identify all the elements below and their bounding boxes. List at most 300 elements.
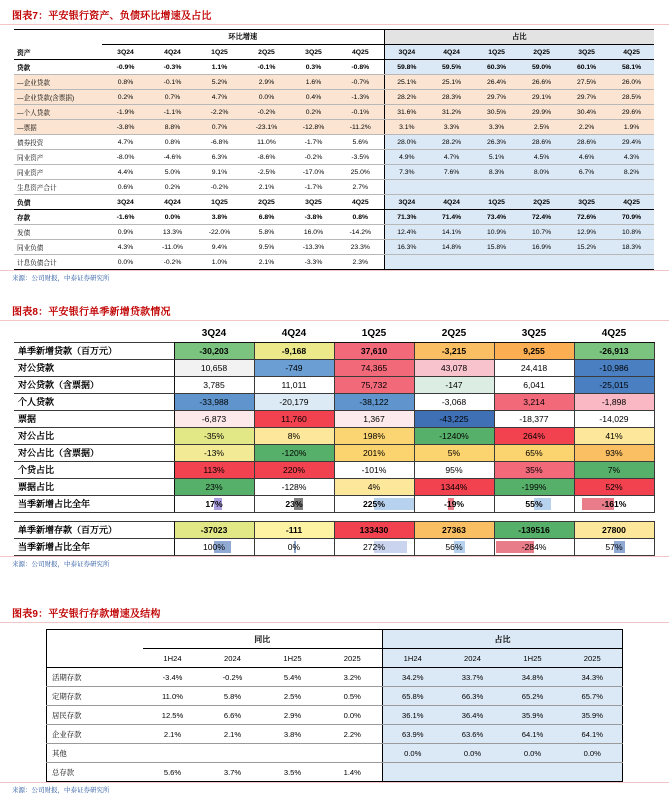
table-row (14, 444, 654, 461)
cell-growth: 5.2% (196, 75, 243, 90)
col-header-share-1H24: 1H24 (383, 649, 443, 668)
cell-share: 26.0% (609, 75, 654, 90)
cell-yoy: 6.6% (203, 706, 263, 725)
cell-share: 0.0% (503, 744, 563, 763)
group-header-growth: 环比增速 (102, 30, 384, 45)
figure-8-table (14, 325, 655, 556)
cell-growth: 0.9% (102, 225, 149, 240)
col-header-growth-3Q25: 3Q25 (290, 195, 337, 210)
figure-9-table (46, 629, 623, 782)
cell-share: 8.3% (474, 165, 519, 180)
cell-growth: 5.8% (243, 225, 290, 240)
cell-share: 64.1% (503, 725, 563, 744)
cell-share: 29.7% (474, 90, 519, 105)
table-header-group-row (14, 30, 654, 45)
cell-share: 65.2% (503, 687, 563, 706)
cell-growth: -11.0% (149, 240, 196, 255)
cell-growth: 2.9% (243, 75, 290, 90)
cell-growth: 9.4% (196, 240, 243, 255)
cell-share: 26.3% (474, 135, 519, 150)
cell-share (383, 763, 443, 782)
spacer-cell (334, 512, 414, 521)
cell-share: 59.8% (384, 60, 429, 75)
table-row (47, 725, 623, 744)
row-label: 同业负债 (14, 240, 102, 255)
cell-yoy: 0.5% (323, 687, 383, 706)
row-label: 个人贷款 (14, 393, 174, 410)
cell-share: 4.6% (564, 150, 609, 165)
cell-share: 0.0% (383, 744, 443, 763)
cell-deposit: 27800 (574, 521, 654, 538)
cell-growth: 23.3% (337, 240, 384, 255)
cell-share: 29.1% (519, 90, 564, 105)
cell-loan: -199% (494, 478, 574, 495)
cell-share: 0.0% (563, 744, 623, 763)
cell-growth: -14.2% (337, 225, 384, 240)
col-header-1Q25: 1Q25 (334, 325, 414, 342)
col-header-share-1Q25: 1Q25 (474, 195, 519, 210)
cell-share (474, 180, 519, 195)
corner-cell (47, 649, 143, 668)
cell-growth: -0.7% (337, 75, 384, 90)
col-header-share-4Q24: 4Q24 (429, 195, 474, 210)
cell-growth: -22.0% (196, 225, 243, 240)
table-row (47, 744, 623, 763)
cell-loan: 93% (574, 444, 654, 461)
group-header-share: 占比 (384, 30, 654, 45)
cell-growth: 4.7% (196, 90, 243, 105)
row-label: 贷款 (14, 60, 102, 75)
cell-growth: -8.0% (102, 150, 149, 165)
cell-yoy: 2.5% (263, 687, 323, 706)
col-header-growth-1Q25: 1Q25 (196, 195, 243, 210)
spacer-cell (174, 512, 254, 521)
col-header-growth-3Q24: 3Q24 (102, 195, 149, 210)
cell-loan: 3,214 (494, 393, 574, 410)
cell-loan: 7% (574, 461, 654, 478)
cell-growth: 1.1% (196, 60, 243, 75)
cell-loan: -9,168 (254, 342, 334, 359)
col-header-growth-4Q25: 4Q25 (337, 195, 384, 210)
cell-growth: 5.6% (337, 135, 384, 150)
row-label: 定期存款 (47, 687, 143, 706)
cell-share: 65.8% (383, 687, 443, 706)
cell-loan: 6,041 (494, 376, 574, 393)
cell-share: 33.7% (443, 668, 503, 687)
cell-growth: -1.9% (102, 105, 149, 120)
cell-growth: -3.8% (290, 210, 337, 225)
cell-share: 72.4% (519, 210, 564, 225)
spacer-cell (14, 512, 174, 521)
row-label: 企业存款 (47, 725, 143, 744)
cell-growth: 2.1% (243, 255, 290, 270)
cell-growth: 0.0% (102, 255, 149, 270)
cell-yoy: 5.6% (143, 763, 203, 782)
cell-deposit: 100% (174, 538, 254, 555)
cell-share: 29.4% (609, 135, 654, 150)
cell-share: 25.1% (384, 75, 429, 90)
cell-share: 36.1% (383, 706, 443, 725)
col-header-yoy-2024: 2024 (203, 649, 263, 668)
row-label: 同业资产 (14, 165, 102, 180)
row-label: —个人贷款 (14, 105, 102, 120)
row-label: 对公贷款（含票据） (14, 376, 174, 393)
cell-deposit: 57% (574, 538, 654, 555)
cell-growth: 1.0% (196, 255, 243, 270)
col-header-share-3Q25: 3Q25 (564, 45, 609, 60)
cell-deposit: -284% (494, 538, 574, 555)
cell-share: 65.7% (563, 687, 623, 706)
col-header-share-3Q24: 3Q24 (384, 45, 429, 60)
cell-share: 30.4% (564, 105, 609, 120)
cell-growth: -0.8% (337, 60, 384, 75)
cell-growth: 2.1% (243, 180, 290, 195)
cell-share: 12.4% (384, 225, 429, 240)
figure-7-table (14, 29, 654, 270)
col-header-growth-1Q25: 1Q25 (196, 45, 243, 60)
row-label-assets: 资产 (14, 45, 102, 60)
figure-7-title: 图表7：平安银行资产、负债环比增速及占比 (0, 6, 669, 25)
row-label: 对公贷款 (14, 359, 174, 376)
cell-yoy: 2.2% (323, 725, 383, 744)
cell-growth: 11.0% (243, 135, 290, 150)
cell-growth: -3.8% (102, 120, 149, 135)
cell-share: 27.5% (564, 75, 609, 90)
spacer-row (14, 512, 654, 521)
cell-deposit: 56% (414, 538, 494, 555)
cell-loan: 41% (574, 427, 654, 444)
table-row (14, 165, 654, 180)
cell-deposit: -37023 (174, 521, 254, 538)
row-label: 存款 (14, 210, 102, 225)
cell-share (519, 180, 564, 195)
row-label: 当季新增占比全年 (14, 495, 174, 512)
cell-loan: -128% (254, 478, 334, 495)
col-header-2Q25: 2Q25 (414, 325, 494, 342)
cell-growth: -2.5% (243, 165, 290, 180)
table-row (47, 763, 623, 782)
cell-share: 28.3% (429, 90, 474, 105)
cell-growth: -23.1% (243, 120, 290, 135)
cell-loan: -3,215 (414, 342, 494, 359)
cell-loan: 8% (254, 427, 334, 444)
col-header-share-3Q25: 3Q25 (564, 195, 609, 210)
cell-loan: -147 (414, 376, 494, 393)
row-label: —票据 (14, 120, 102, 135)
cell-share: 66.3% (443, 687, 503, 706)
cell-yoy (203, 744, 263, 763)
col-header-growth-2Q25: 2Q25 (243, 195, 290, 210)
cell-loan: -33,988 (174, 393, 254, 410)
cell-growth: -12.8% (290, 120, 337, 135)
row-label: 票据占比 (14, 478, 174, 495)
cell-share: 4.5% (519, 150, 564, 165)
cell-growth: 2.7% (337, 180, 384, 195)
cell-loan: 113% (174, 461, 254, 478)
col-header-3Q24: 3Q24 (174, 325, 254, 342)
cell-growth: -0.2% (290, 150, 337, 165)
cell-share: 31.6% (384, 105, 429, 120)
col-header-growth-2Q25: 2Q25 (243, 45, 290, 60)
cell-loan: -101% (334, 461, 414, 478)
cell-share (519, 255, 564, 270)
cell-deposit: 272% (334, 538, 414, 555)
cell-share (474, 255, 519, 270)
cell-share: 29.9% (519, 105, 564, 120)
cell-growth: 0.3% (290, 60, 337, 75)
row-label: 活期存款 (47, 668, 143, 687)
cell-loan: 1,367 (334, 410, 414, 427)
row-label: 同业资产 (14, 150, 102, 165)
row-label: 生息资产合计 (14, 180, 102, 195)
table-row (14, 342, 654, 359)
cell-loan: 74,365 (334, 359, 414, 376)
cell-share: 5.1% (474, 150, 519, 165)
cell-deposit: -139516 (494, 521, 574, 538)
cell-growth: -4.6% (149, 150, 196, 165)
cell-loan: 5% (414, 444, 494, 461)
cell-loan: 24,418 (494, 359, 574, 376)
cell-growth: -13.3% (290, 240, 337, 255)
cell-yoy: 3.2% (323, 668, 383, 687)
cell-share: 26.4% (474, 75, 519, 90)
row-label: 单季新增存款（百万元） (14, 521, 174, 538)
spacer-cell (574, 512, 654, 521)
cell-share: 10.8% (609, 225, 654, 240)
cell-deposit: -111 (254, 521, 334, 538)
cell-loan: 37,610 (334, 342, 414, 359)
cell-loan: 65% (494, 444, 574, 461)
cell-growth: -0.9% (102, 60, 149, 75)
cell-loan: 11,011 (254, 376, 334, 393)
cell-share: 4.9% (384, 150, 429, 165)
cell-yoy: -0.2% (203, 668, 263, 687)
cell-growth: 0.7% (196, 120, 243, 135)
cell-yoy: 3.7% (203, 763, 263, 782)
cell-share: 34.2% (383, 668, 443, 687)
cell-share: 26.6% (519, 75, 564, 90)
cell-growth: 1.6% (290, 75, 337, 90)
figure-9-title: 图表9：平安银行存款增速及结构 (0, 604, 669, 623)
cell-loan: -120% (254, 444, 334, 461)
col-header-yoy-2025: 2025 (323, 649, 383, 668)
row-label: 计息负债合计 (14, 255, 102, 270)
col-header-share-4Q25: 4Q25 (609, 45, 654, 60)
table-row (47, 668, 623, 687)
cell-loan: -749 (254, 359, 334, 376)
table-row (14, 75, 654, 90)
table-row (14, 120, 654, 135)
cell-growth: 0.7% (149, 90, 196, 105)
cell-loan: -1,898 (574, 393, 654, 410)
cell-share: 8.2% (609, 165, 654, 180)
row-label: 对公占比（含票据） (14, 444, 174, 461)
cell-share: 18.3% (609, 240, 654, 255)
cell-share: 29.7% (564, 90, 609, 105)
cell-share: 16.9% (519, 240, 564, 255)
col-header-growth-4Q24: 4Q24 (149, 195, 196, 210)
cell-yoy: 3.5% (263, 763, 323, 782)
figure-8-title: 图表8：平安银行单季新增贷款情况 (0, 302, 669, 321)
col-header-share-2024: 2024 (443, 649, 503, 668)
cell-loan: 10,658 (174, 359, 254, 376)
cell-growth: -17.0% (290, 165, 337, 180)
row-label: 对公占比 (14, 427, 174, 444)
cell-growth: -2.2% (196, 105, 243, 120)
spacer-cell (254, 512, 334, 521)
cell-share: 34.3% (563, 668, 623, 687)
cell-growth: 0.0% (149, 210, 196, 225)
cell-yoy: 0.0% (323, 706, 383, 725)
cell-growth: 4.3% (102, 240, 149, 255)
cell-share (429, 180, 474, 195)
cell-yoy: 5.4% (263, 668, 323, 687)
col-header-growth-4Q25: 4Q25 (337, 45, 384, 60)
row-label: 票据 (14, 410, 174, 427)
col-header-share-4Q25: 4Q25 (609, 195, 654, 210)
cell-growth: 8.8% (149, 120, 196, 135)
cell-growth: 3.8% (196, 210, 243, 225)
cell-loan: -13% (174, 444, 254, 461)
cell-loan: -25,015 (574, 376, 654, 393)
cell-growth: -8.6% (243, 150, 290, 165)
cell-share (429, 255, 474, 270)
cell-share: 6.7% (564, 165, 609, 180)
table-row (47, 687, 623, 706)
cell-share: 73.4% (474, 210, 519, 225)
cell-growth: 0.0% (243, 90, 290, 105)
table-period-header-row (14, 195, 654, 210)
table-row (14, 359, 654, 376)
cell-share: 4.3% (609, 150, 654, 165)
cell-share (384, 255, 429, 270)
cell-share (384, 180, 429, 195)
cell-deposit: 27363 (414, 521, 494, 538)
cell-yoy: 2.1% (203, 725, 263, 744)
cell-share: 2.5% (519, 120, 564, 135)
cell-yoy (143, 744, 203, 763)
cell-growth: -0.2% (149, 255, 196, 270)
col-header-share-2025: 2025 (563, 649, 623, 668)
cell-yoy: 1.4% (323, 763, 383, 782)
table-row (14, 135, 654, 150)
cell-growth: 9.5% (243, 240, 290, 255)
cell-yoy: 12.5% (143, 706, 203, 725)
cell-growth: -0.3% (149, 60, 196, 75)
cell-share: 35.9% (563, 706, 623, 725)
cell-growth: -0.2% (243, 105, 290, 120)
cell-growth: 0.2% (290, 105, 337, 120)
cell-loan: 225% (334, 495, 414, 512)
cell-share: 28.2% (384, 90, 429, 105)
cell-share: 58.1% (609, 60, 654, 75)
cell-share: 29.6% (609, 105, 654, 120)
cell-share: 3.3% (429, 120, 474, 135)
cell-share: 3.1% (384, 120, 429, 135)
figure-9-source: 来源：公司财报，中泰证券研究所 (0, 782, 669, 794)
row-label: 其他 (47, 744, 143, 763)
cell-loan: 3,785 (174, 376, 254, 393)
group-header-yoy: 同比 (143, 630, 383, 649)
cell-share: 71.3% (384, 210, 429, 225)
cell-share: 36.4% (443, 706, 503, 725)
cell-yoy: 2.1% (143, 725, 203, 744)
cell-yoy (263, 744, 323, 763)
cell-share: 1.9% (609, 120, 654, 135)
cell-growth: 0.6% (102, 180, 149, 195)
cell-loan: 55% (494, 495, 574, 512)
cell-loan: 220% (254, 461, 334, 478)
col-header-share-2Q25: 2Q25 (519, 195, 564, 210)
cell-growth: 0.8% (102, 75, 149, 90)
cell-growth: -1.7% (290, 180, 337, 195)
cell-growth: 0.8% (149, 135, 196, 150)
cell-loan: -43,225 (414, 410, 494, 427)
row-label: 单季新增贷款（百万元） (14, 342, 174, 359)
cell-share (609, 255, 654, 270)
cell-share: 63.6% (443, 725, 503, 744)
table-row (14, 376, 654, 393)
row-label: 债券投资 (14, 135, 102, 150)
col-header-share-3Q24: 3Q24 (384, 195, 429, 210)
cell-loan: 4% (334, 478, 414, 495)
figure-8-container (0, 302, 669, 568)
cell-growth: -1.6% (102, 210, 149, 225)
col-header-growth-3Q25: 3Q25 (290, 45, 337, 60)
cell-growth: 5.0% (149, 165, 196, 180)
table-period-header-row (47, 649, 623, 668)
cell-loan: 9,255 (494, 342, 574, 359)
cell-loan: -161% (574, 495, 654, 512)
cell-share: 30.5% (474, 105, 519, 120)
row-label: 发债 (14, 225, 102, 240)
cell-share: 0.0% (443, 744, 503, 763)
cell-growth: -0.2% (196, 180, 243, 195)
row-label: 当季新增占比全年 (14, 538, 174, 555)
table-row (14, 495, 654, 512)
cell-share: 28.2% (429, 135, 474, 150)
cell-loan: -6,873 (174, 410, 254, 427)
cell-yoy: 2.9% (263, 706, 323, 725)
cell-growth: 0.2% (149, 180, 196, 195)
table-header-group-row (47, 630, 623, 649)
cell-share: 12.9% (564, 225, 609, 240)
cell-growth: 6.8% (243, 210, 290, 225)
table-header-row (14, 325, 654, 342)
cell-growth: 4.4% (102, 165, 149, 180)
cell-loan: 1344% (414, 478, 494, 495)
cell-share: 28.0% (384, 135, 429, 150)
col-header-growth-3Q24: 3Q24 (102, 45, 149, 60)
cell-growth: 16.0% (290, 225, 337, 240)
cell-loan: 35% (494, 461, 574, 478)
col-header-yoy-1H25: 1H25 (263, 649, 323, 668)
cell-loan: 75,732 (334, 376, 414, 393)
table-row (14, 461, 654, 478)
table-row (14, 478, 654, 495)
group-header-share: 占比 (383, 630, 623, 649)
figure-9-container (0, 604, 669, 794)
table-row (14, 393, 654, 410)
row-label: 个贷占比 (14, 461, 174, 478)
cell-growth: 0.8% (337, 210, 384, 225)
cell-share: 8.0% (519, 165, 564, 180)
table-row (14, 210, 654, 225)
cell-loan: 23% (254, 495, 334, 512)
cell-share (564, 255, 609, 270)
col-header-4Q25: 4Q25 (574, 325, 654, 342)
cell-share (609, 180, 654, 195)
